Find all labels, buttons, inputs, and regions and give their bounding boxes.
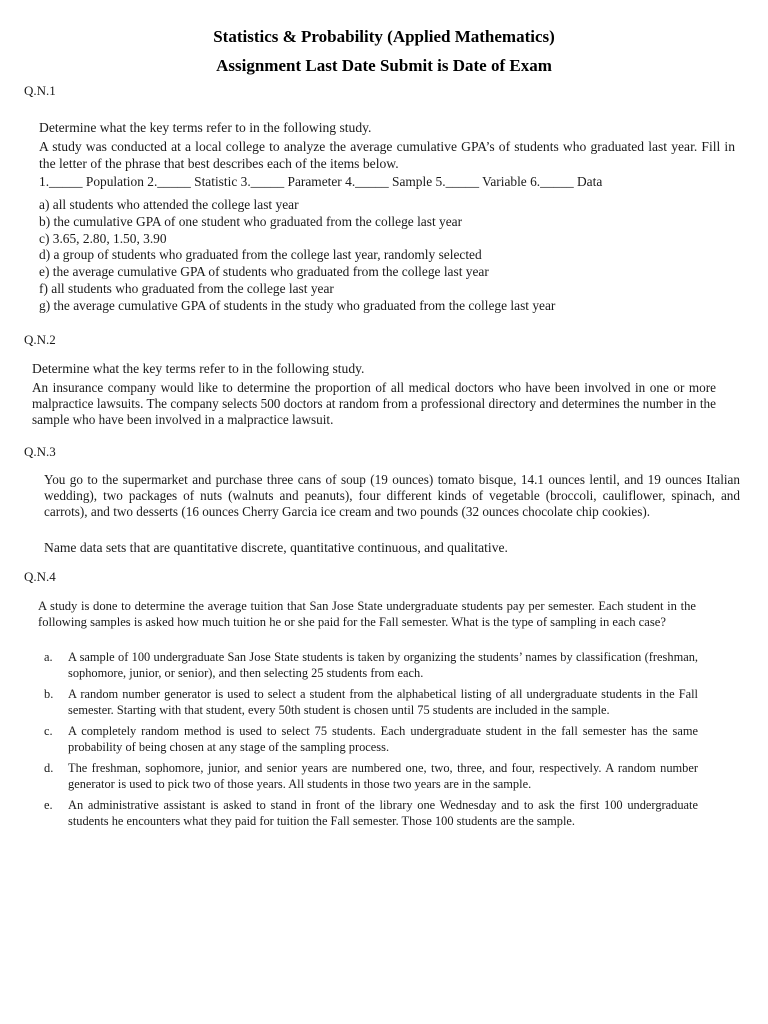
- option-item: d) a group of students who graduated from the college last year, randomly selected: [39, 247, 482, 263]
- list-marker: a.: [44, 650, 53, 664]
- question-2-label: Q.N.2: [24, 332, 56, 347]
- list-item: [38, 687, 698, 718]
- blank-item: 2._____ Statistic: [143, 174, 238, 189]
- question-2-body: An insurance company would like to determine the proportion of all medical doctors who have been involved in one or more malpractice lawsuits. The company selects 500 doctors at random from a professional directory and determines the number in the sample who have been involved in a malpractice lawsuit.: [32, 380, 716, 427]
- blank-item: 6._____ Data: [526, 174, 603, 189]
- list-marker: b.: [44, 687, 54, 701]
- title-line-2: Assignment Last Date Submit is Date of Exam: [216, 56, 552, 75]
- option-item: f) all students who graduated from the college last year: [39, 280, 334, 296]
- blank-item: 4._____ Sample: [341, 174, 433, 189]
- list-item-text: An administrative assistant is asked to stand in front of the library one Wednesday and to ask the first 100 undergraduate students he encounters what they paid for tuition the Fall semester. Those 100 students are the sample.: [68, 798, 698, 828]
- list-marker: e.: [44, 798, 53, 812]
- question-1-blanks: [39, 174, 602, 190]
- list-item-text: A sample of 100 undergraduate San Jose State students is taken by organizing the students’ names by classification (freshman, sophomore, junior, or senior), and then selecting 25 students from each.: [68, 650, 698, 680]
- question-4-intro: A study is done to determine the average tuition that San Jose State undergraduate students pay per semester. Each student in the following samples is asked how much tuition he or she paid for the Fall semester. What is the type of sampling in each case?: [38, 599, 696, 629]
- blank-item: 1._____ Population: [39, 174, 144, 189]
- question-4-label: Q.N.4: [24, 569, 56, 584]
- question-3-label: Q.N.3: [24, 444, 56, 459]
- list-item: [38, 650, 698, 681]
- list-marker: c.: [44, 724, 53, 738]
- option-item: c) 3.65, 2.80, 1.50, 3.90: [39, 230, 167, 246]
- list-marker: d.: [44, 761, 54, 775]
- option-item: a) all students who attended the college last year: [39, 197, 299, 212]
- question-1-intro: Determine what the key terms refer to in the following study.: [39, 120, 372, 135]
- option-item: g) the average cumulative GPA of students in the study who graduated from the college last year: [39, 297, 556, 313]
- list-item-text: The freshman, sophomore, junior, and senior years are numbered one, two, three, and four, respectively. A random number generator is used to pick two of those years. All students in those two years are in the sample.: [68, 761, 698, 791]
- blank-item: 3._____ Parameter: [237, 174, 342, 189]
- list-item: [38, 724, 698, 755]
- question-1-label: Q.N.1: [24, 83, 56, 98]
- question-4-list: [38, 650, 698, 835]
- list-item-text: A random number generator is used to select a student from the alphabetical listing of all undergraduate students in the Fall semester. Starting with that student, every 50th student is chosen until 75 students are included in the sample.: [68, 687, 698, 717]
- question-3-question: Name data sets that are quantitative discrete, quantitative continuous, and qualitative.: [44, 540, 508, 555]
- question-2-intro: Determine what the key terms refer to in the following study.: [32, 361, 365, 376]
- option-item: b) the cumulative GPA of one student who graduated from the college last year: [39, 213, 463, 229]
- question-1-study: A study was conducted at a local college to analyze the average cumulative GPA’s of students who graduated last year. Fill in the letter of the phrase that best describes each of the items below.: [39, 139, 735, 171]
- question-1-options: [39, 197, 555, 315]
- title-line-1: Statistics & Probability (Applied Mathematics): [213, 27, 555, 46]
- list-item-text: A completely random method is used to select 75 students. Each undergraduate student in the fall semester has the same probability of being chosen at any stage of the sampling process.: [68, 724, 698, 754]
- blank-item: 5._____ Variable: [432, 174, 527, 189]
- list-item: [38, 798, 698, 829]
- list-item: [38, 761, 698, 792]
- question-3-body: You go to the supermarket and purchase three cans of soup (19 ounces) tomato bisque, 14.1 ounces lentil, and 19 ounces Italian wedding), two packages of nuts (walnuts and peanuts), four different kinds of vegetable (broccoli, cauliflower, spinach, and carrots), and two desserts (16 ounces Cherry Garcia ice cream and two pounds (32 ounces chocolate chip cookies).: [44, 472, 740, 519]
- option-item: e) the average cumulative GPA of students who graduated from the college last year: [39, 264, 489, 280]
